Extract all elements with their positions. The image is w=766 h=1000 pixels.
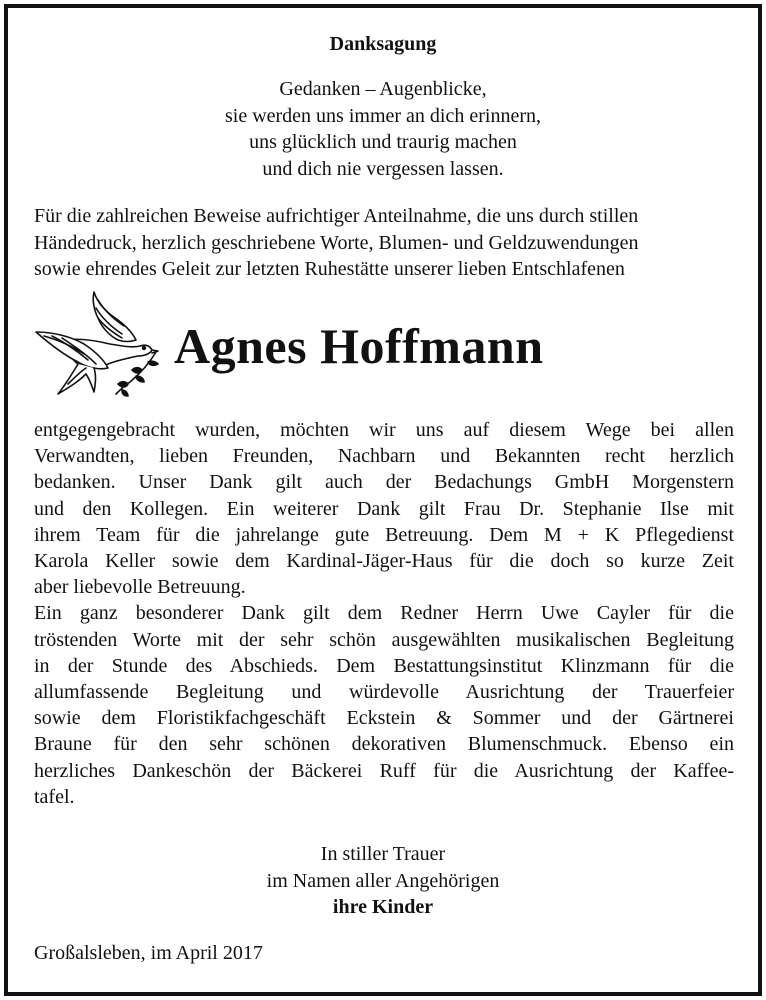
closing-line: In stiller Trauer [320, 843, 446, 865]
poem-line: sie werden uns immer an dich erinnern, [224, 104, 541, 127]
poem-line: uns glücklich und traurig machen [249, 131, 517, 153]
body-line: Ein ganz besonderer Dank gilt dem Redner Herrn Uwe Cayler für die [34, 602, 734, 625]
body-line: herzliches Dankeschön der Bäckerei Ruff für die Ausrichtung der Kaffee- [34, 759, 734, 782]
intro-line: Für die zahlreichen Beweise aufrichtiger Anteilnahme, die uns durch stillen [34, 205, 639, 227]
poem-line: und dich nie vergessen lassen. [262, 157, 504, 180]
body-line: bedanken. Unser Dank gilt auch der Bedachungs GmbH Morgenstern [34, 471, 734, 494]
body-line: allumfassende Begleitung und würdevolle Ausrichtung der Trauerfeier [34, 681, 734, 704]
body-line: ihrem Team für die jahrelange gute Betreuung. Dem M + K Pflegedienst [34, 523, 734, 546]
signature: ihre Kinder [332, 896, 434, 918]
intro-paragraph [34, 203, 734, 283]
dove-with-olive-branch-icon [32, 284, 164, 402]
deceased-name: Agnes Hoffmann [174, 318, 544, 374]
body-line: entgegengebracht wurden, möchten wir uns auf diesem Wege bei allen [34, 419, 734, 441]
body-line: aber liebevolle Betreuung. [34, 576, 246, 599]
intro-line: sowie ehrendes Geleit zur letzten Ruhestätte unserer lieben Entschlafenen [34, 258, 625, 280]
poem [0, 76, 766, 182]
body-line: tröstenden Worte mit der sehr schön ausgewählten musikalischen Begleitung [34, 628, 734, 651]
closing-block [0, 841, 766, 921]
thanks-paragraph [34, 417, 734, 810]
body-line: in der Stunde des Abschieds. Dem Bestattungsinstitut Klinzmann für die [34, 654, 734, 677]
body-line: tafel. [34, 785, 75, 808]
body-line: Verwandten, lieben Freunden, Nachbarn und Bekannten recht herzlich [34, 445, 734, 468]
body-line: Braune für den sehr schönen dekorativen Blumenschmuck. Ebenso ein [34, 733, 734, 756]
body-line: und den Kollegen. Ein weiterer Dank gilt Frau Dr. Stephanie Ilse mit [34, 497, 734, 520]
intro-line: Händedruck, herzlich geschriebene Worte, Blumen- und Geldzuwendungen [34, 231, 639, 254]
place-date: Großalsleben, im April 2017 [34, 942, 263, 964]
body-line: sowie dem Floristikfachgeschäft Eckstein & Sommer und der Gärtnerei [34, 707, 734, 730]
closing-line: im Namen aller Angehörigen [266, 869, 500, 892]
notice-heading: Danksagung [329, 33, 437, 55]
poem-line: Gedanken – Augenblicke, [279, 78, 487, 100]
body-line: Karola Keller sowie dem Kardinal-Jäger-Haus für die doch so kurze Zeit [34, 550, 734, 573]
